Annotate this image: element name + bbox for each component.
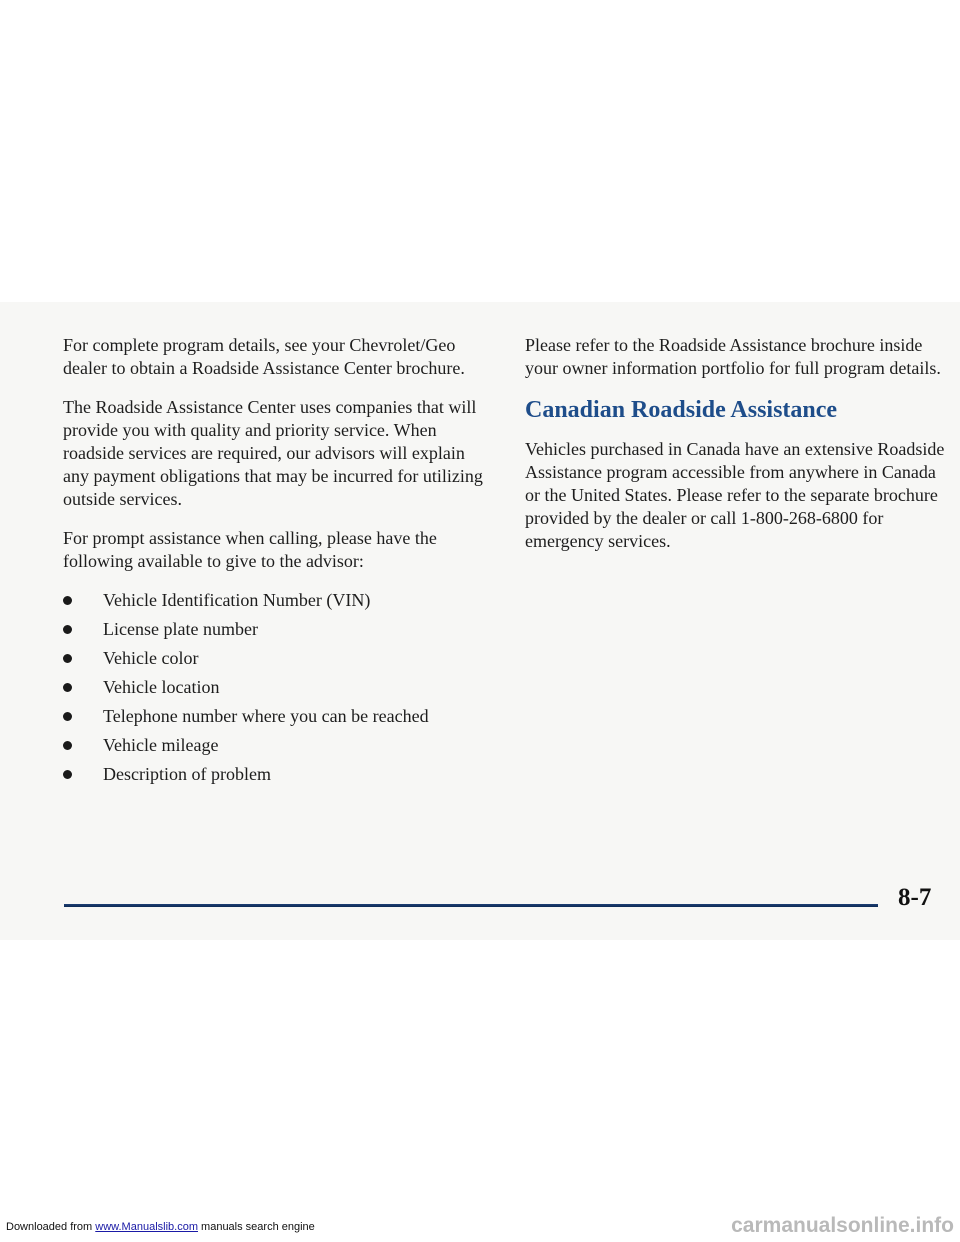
section-heading: Canadian Roadside Assistance <box>525 397 838 423</box>
paragraph-canadian-program: Vehicles purchased in Canada have an extensive Roadside Assistance program accessible from anywhere in Canada or the United States. Please refer to the separate brochure provided by the dealer or call 1-800-268-6800 for emergency services. <box>525 439 945 551</box>
footer-prefix: Downloaded from <box>6 1221 96 1233</box>
bullet-icon <box>63 596 72 605</box>
list-item-text: Vehicle location <box>103 677 220 697</box>
list-item <box>63 618 493 647</box>
list-item <box>63 676 493 705</box>
paragraph-refer-brochure: Please refer to the Roadside Assistance brochure inside your owner information portfolio for full program details. <box>525 335 941 378</box>
bullet-icon <box>63 654 72 663</box>
bullet-icon <box>63 712 72 721</box>
list-item <box>63 647 493 676</box>
list-item-text: License plate number <box>103 619 258 639</box>
list-item-text: Vehicle mileage <box>103 735 219 755</box>
download-footer <box>6 1221 315 1233</box>
left-column <box>63 334 493 792</box>
manualslib-link[interactable]: www.Manualslib.com <box>95 1221 198 1233</box>
list-item <box>63 589 493 618</box>
right-column <box>525 334 945 569</box>
paragraph-companies: The Roadside Assistance Center uses companies that will provide you with quality and priority service. When roadside services are required, our advisors will explain any payment obligations that may be incurred for utilizing outside services. <box>63 397 483 509</box>
bullet-icon <box>63 625 72 634</box>
bullet-icon <box>63 770 72 779</box>
footer-rule <box>64 904 878 907</box>
watermark: carmanualsonline.info <box>731 1214 954 1237</box>
footer-suffix: manuals search engine <box>197 1221 315 1233</box>
paragraph-prompt-assistance: For prompt assistance when calling, please have the following available to give to the advisor: <box>63 528 437 571</box>
bottom-margin <box>0 940 960 1242</box>
list-item-text: Vehicle color <box>103 648 199 668</box>
list-item <box>63 734 493 763</box>
top-margin <box>0 0 960 302</box>
page-number: 8-7 <box>898 884 932 911</box>
list-item <box>63 705 493 734</box>
bullet-icon <box>63 683 72 692</box>
list-item-text: Description of problem <box>103 764 271 784</box>
list-item-text: Vehicle Identification Number (VIN) <box>103 590 371 610</box>
paragraph-brochure: For complete program details, see your Chevrolet/Geo dealer to obtain a Roadside Assistance Center brochure. <box>63 335 465 378</box>
bullet-icon <box>63 741 72 750</box>
list-item-text: Telephone number where you can be reached <box>103 706 429 726</box>
list-item <box>63 763 493 792</box>
advisor-info-list <box>63 589 493 792</box>
